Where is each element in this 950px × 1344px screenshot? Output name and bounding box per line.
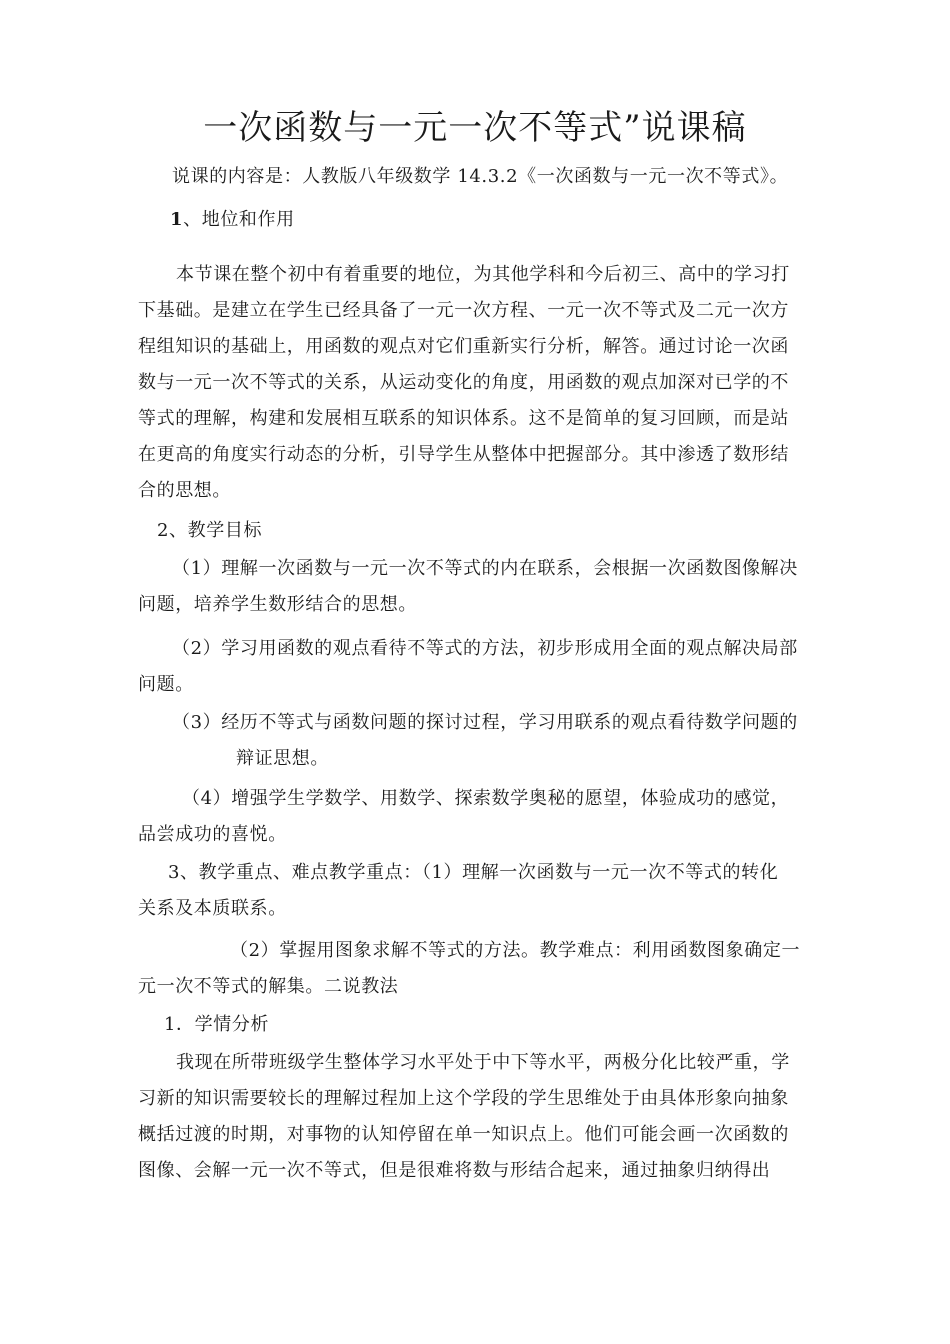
section4-paragraph-line: 概括过渡的时期，对事物的认知停留在单一知识点上。他们可能会画一次函数的 (138, 1124, 789, 1145)
section4-heading: 1．学情分析 (164, 1014, 270, 1035)
section1-paragraph-line: 数与一元一次不等式的关系，从运动变化的角度，用函数的观点加深对已学的不 (138, 372, 789, 393)
section1-paragraph-line: 在更高的角度实行动态的分析，引导学生从整体中把握部分。其中渗透了数形结 (138, 444, 789, 465)
goal-1-line: 问题，培养学生数形结合的思想。 (138, 594, 417, 615)
goal-4-line: （4）增强学生学数学、用数学、探索数学奥秘的愿望，体验成功的感觉， (182, 788, 790, 809)
section4-paragraph-line: 我现在所带班级学生整体学习水平处于中下等水平，两极分化比较严重，学 (176, 1052, 790, 1073)
section3-line: 元一次不等式的解集。二说教法 (138, 976, 399, 997)
section1-paragraph-line: 本节课在整个初中有着重要的地位，为其他学科和今后初三、高中的学习打 (176, 264, 790, 285)
section1-paragraph-line: 下基础。是建立在学生已经具备了一元一次方程、一元一次不等式及二元一次方 (138, 300, 789, 321)
section3-line: （2）掌握用图象求解不等式的方法。教学难点：利用函数图象确定一 (230, 940, 801, 961)
goal-4-line: 品尝成功的喜悦。 (138, 824, 287, 845)
section1-paragraph-line: 合的思想。 (138, 480, 231, 501)
intro-line: 说课的内容是：人教版八年级数学 14.3.2《一次函数与一元一次不等式》。 (172, 166, 789, 187)
section1-paragraph-line: 程组知识的基础上，用函数的观点对它们重新实行分析，解答。通过讨论一次函 (138, 336, 789, 357)
section4-paragraph-line: 图像、会解一元一次不等式，但是很难将数与形结合起来，通过抽象归纳得出 (138, 1160, 771, 1181)
section1-heading-text: 、地位和作用 (183, 209, 295, 230)
goal-2-line: 问题。 (138, 674, 194, 695)
section1-paragraph-line: 等式的理解，构建和发展相互联系的知识体系。这不是简单的复习回顾，而是站 (138, 408, 789, 429)
goal-2-line: （2）学习用函数的观点看待不等式的方法，初步形成用全面的观点解决局部 (172, 638, 798, 659)
goal-3-line: 辩证思想。 (236, 748, 329, 769)
goal-3-line: （3）经历不等式与函数问题的探讨过程，学习用联系的观点看待数学问题的 (172, 712, 798, 733)
goal-1-line: （1）理解一次函数与一元一次不等式的内在联系，会根据一次函数图像解决 (172, 558, 798, 579)
section4-paragraph-line: 习新的知识需要较长的理解过程加上这个学段的学生思维处于由具体形象向抽象 (138, 1088, 789, 1109)
section1-number: 1 (170, 209, 184, 230)
section3-line: 关系及本质联系。 (138, 898, 287, 919)
section2-heading: 2、教学目标 (157, 520, 263, 541)
section1-heading (170, 207, 850, 233)
section3-line: 3、教学重点、难点教学重点：（1）理解一次函数与一元一次不等式的转化 (168, 862, 779, 883)
document-title: 一次函数与一元一次不等式”说课稿 (203, 108, 747, 148)
